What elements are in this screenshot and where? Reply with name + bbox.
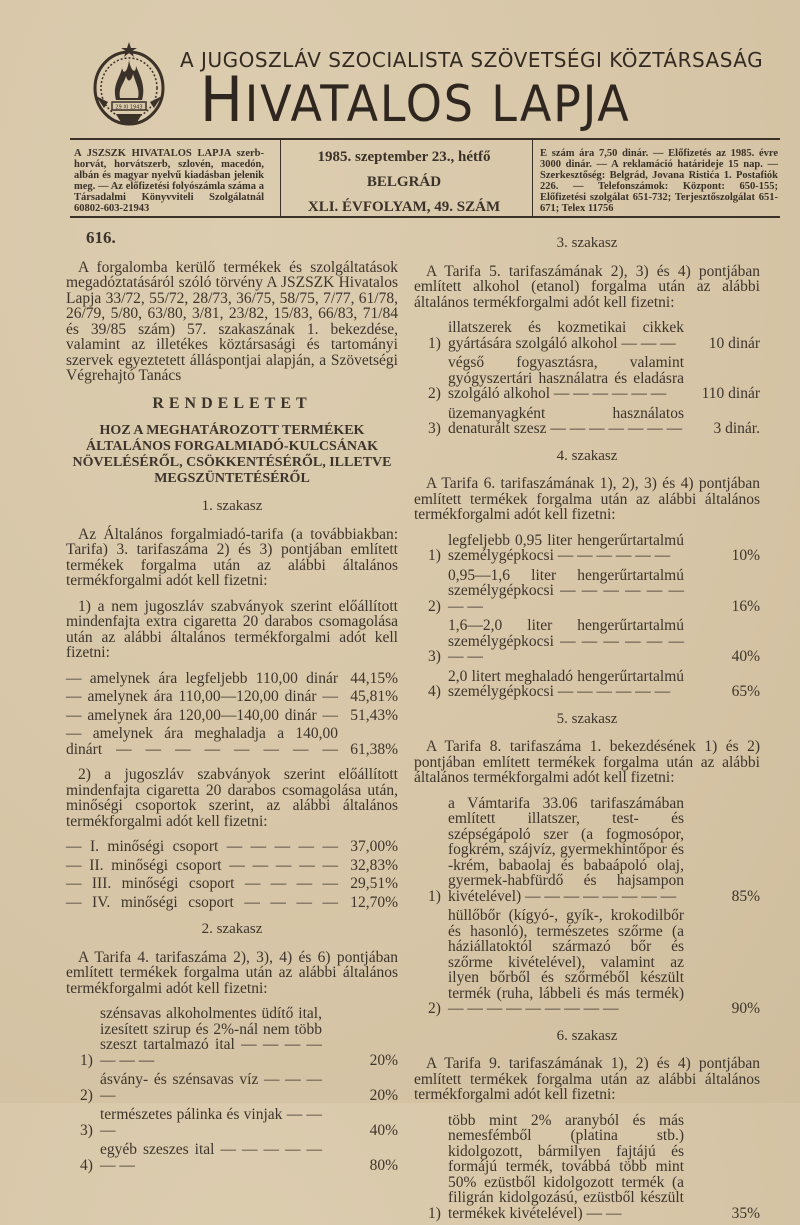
list-item: 1) legfeljebb 0,95 liter hengerűrtartalmú személygépkocsi — — — — — — 10%	[428, 531, 760, 564]
section-heading-3: 3. szakasz	[556, 235, 618, 251]
right-column	[414, 230, 760, 1225]
issue-date: 1985. szeptember 23., hétfő	[317, 149, 491, 165]
left-column	[66, 230, 398, 1177]
list-item: 1) a Vámtarifa 33.06 tarifaszámában említett illatszer, test- és szépségápoló szer (a fogmosópor, fogkrém, szájvíz, gyermekhintőpor és -krém, babaolaj és babaápoló olaj, gyermek-habfürdő és hajsampon kivételével) — — — — — — — — 85%	[428, 794, 760, 905]
decree-title: HOZ A MEGHATÁROZOTT TERMÉKEK ÁLTALÁNOS FORGALMIADÓ-KULCSÁNAK NÖVELÉSÉRŐL, CSÖKKENTÉSÉRŐL, ILLETVE MEGSZÜNTETÉSÉRŐL	[72, 423, 392, 486]
svg-text:29 XI 1943: 29 XI 1943	[115, 104, 143, 111]
header-divider-right	[532, 140, 533, 216]
section-heading-4: 4. szakasz	[556, 447, 618, 464]
section-4-intro: A Tarifa 6. tarifaszámának 1), 2), 3) és 4) pontjában említett termékek forgalma után az alábbi általános termékforgalmi adót kell fizetni:	[414, 475, 760, 523]
list-item: 4) 2,0 litert meghaladó hengerűrtartalmú személygépkocsi — — — — — — 65%	[428, 667, 760, 700]
list-item: 2) végső fogyasztásra, valamint gyógyszertári használatra és eladásra szolgáló alkohol — — — — — — 110 dinár	[428, 354, 760, 402]
section-heading-5: 5. szakasz	[556, 710, 618, 727]
list-item: 3) üzemanyagként használatos denaturált szesz — — — — — — — 3 dinár.	[428, 404, 760, 437]
section-2-items	[66, 1006, 398, 1173]
list-item: 3) természetes pálinka és vinjak — — — 40%	[80, 1106, 398, 1139]
rate-row: — I. minőségi csoport — — — — — 37,00%	[66, 838, 398, 855]
list-item: 1) több mint 2% aranyból és más nemesfémből (platina stb.) kidolgozott, bármilyen fajtájú és formájú termék, továbbá több mint 50% ezüstből kidolgozott termék (a filigrán kidolgozású, ezüstből készült termékek kivételével) — — 35%	[428, 1111, 760, 1222]
publication-info: A JSZSZK HIVATALOS LAPJA szerb-horvát, horvátszerb, szlovén, macedón, albán és magyar nyelvű kiadásban jelenik meg. — Az előfizetési folyószámla száma a Társadalmi Könyvviteli Szolgálatnál 60802-603-21943	[74, 148, 264, 214]
section-1-intro: Az Általános forgalmiadó-tarifa (a továbbiakban: Tarifa) 3. tarifaszáma 2) és 3) pontjában említett termékek forgalma után az alábbi általános termékforgalmi adót kell fizetni:	[66, 525, 398, 589]
list-item: 1) illatszerek és kozmetikai cikkek gyártására szolgáló alkohol — — — 10 dinár	[428, 319, 760, 352]
rate-row: — amelynek ára meghaladja a 140,00 dinárt — — — — — — — — 61,38%	[66, 725, 398, 758]
section-3-items	[414, 320, 760, 437]
preamble: A forgalomba kerülő termékek és szolgáltatások megadóztatásáról szóló törvény A JSZSZK Hivatalos Lapja 33/72, 55/72, 28/73, 36/75, 58/75, 7/77, 61/78, 26/79, 5/80, 63/80, 3/81, 23/82, 15/83, 66/83, 71/84 és 39/85 szám) 57. szakaszának 1. bekezdése, valamint az illetékes köztársasági és tartományi szervek egyeztetett álláspontjai alapján, a Szövetségi Végrehajtó Tanács	[66, 258, 398, 384]
rate-row: — amelynek ára 120,00—140,00 dinár — 51,43%	[66, 706, 398, 724]
list-item: 4) egyéb szeszes ital — — — — — — — 80%	[80, 1141, 398, 1174]
rate-row: — amelynek ára 110,00—120,00 dinár — 45,81%	[66, 688, 398, 705]
rate-list-quality-groups	[66, 839, 398, 910]
section-1-point-2: 2) a jugoszláv szabványok szerint előállított mindenfajta cigaretta 20 darabos csomagolása után, minőségi csoportok szerint, az alábbi általános termékforgalmi adót kell fizetni:	[66, 766, 398, 830]
list-item: 2) ásvány- és szénsavas víz — — — — 20%	[80, 1071, 398, 1104]
section-heading-2: 2. szakasz	[201, 921, 263, 937]
rate-row: — III. minőségi csoport — — — — 29,51%	[66, 875, 398, 892]
document-number: 616.	[86, 228, 116, 247]
header-divider-left	[280, 140, 281, 216]
section-heading-6: 6. szakasz	[556, 1027, 618, 1044]
issue-volume: XLI. ÉVFOLYAM, 49. SZÁM	[307, 199, 501, 215]
decree-word: RENDELETET	[152, 394, 312, 412]
rate-row: — IV. minőségi csoport — — — — 12,70%	[66, 893, 398, 911]
section-heading-1: 1. szakasz	[201, 498, 263, 514]
section-6-items	[414, 1113, 760, 1222]
rate-row: — amelynek ára legfeljebb 110,00 dinár 44,15%	[66, 669, 398, 687]
list-item: 2) hüllőbőr (kígyó-, gyík-, krokodilbőr és hasonló), természetes szőrme (a háziállatoktól származó bőr és szőrme kivételével), valamint az ilyen bőrből és szőrméből készült termék (ruha, lábbeli és más termék) — — — — — — — — — 90%	[428, 907, 760, 1017]
section-3-intro: A Tarifa 5. tarifaszámának 2), 3) és 4) pontjában említett alkohol (etanol) forgalma után az alábbi általános termékforgalmi adót kell fizetni:	[414, 262, 760, 311]
header-rule-top	[70, 138, 780, 140]
list-item: 3) 1,6—2,0 liter hengerűrtartalmú személygépkocsi — — — — — — — — 40%	[428, 617, 760, 665]
section-5-intro: A Tarifa 8. tarifaszáma 1. bekezdésének 1) és 2) pontjában említett termékek forgalma után az alábbi általános termékforgalmi adót kell fizetni:	[414, 738, 760, 786]
section-4-items	[414, 533, 760, 700]
section-5-items	[414, 796, 760, 1017]
subscription-info: E szám ára 7,50 dinár. — Előfizetés az 1985. évre 3000 dinár. — A reklamáció határideje 15 nap. — Szerkesztőség: Belgrád, Jovana Ristića 1. Postafiók 226. — Telefonszámok: Központ: 650-155; Előfizetési szolgálat 651-732; Terjesztőszolgálat 651-671; Telex 11756	[540, 148, 778, 214]
yugoslav-coat-of-arms-icon	[86, 40, 172, 132]
section-6-intro: A Tarifa 9. tarifaszámának 1), 2) és 4) pontjában említett termékek forgalma után az alábbi általános termékforgalmi adót kell fizetni:	[414, 1055, 760, 1103]
section-1-point-1: 1) a nem jugoszláv szabványok szerint előállított mindenfajta extra cigaretta 20 darabos csomagolása után az alábbi általános termékforgalmi adót kell fizetni:	[66, 597, 398, 661]
list-item: 1) szénsavas alkoholmentes üdítő ital, izesített szirup és 2%-nál nem több szeszt tartalmazó ital — — — — — — — 20%	[80, 1005, 398, 1069]
masthead-supertitle: A JUGOSZLÁV SZOCIALISTA SZÖVETSÉGI KÖZTÁRSASÁG	[180, 48, 764, 72]
rate-row: — II. minőségi csoport — — — — — 32,83%	[66, 856, 398, 874]
list-item: 2) 0,95—1,6 liter hengerűrtartalmú személygépkocsi — — — — — — — — 16%	[428, 566, 760, 615]
issue-info	[284, 145, 524, 220]
rate-list-extra-cigarettes	[66, 671, 398, 758]
issue-city: BELGRÁD	[366, 174, 442, 190]
section-2-intro: A Tarifa 4. tarifaszáma 2), 3), 4) és 6) pontjában említett termékek forgalma után az alábbi általános termékforgalmi adót kell fizetni:	[66, 948, 398, 997]
masthead-title: HIVATALOS LAPJA	[200, 63, 631, 136]
